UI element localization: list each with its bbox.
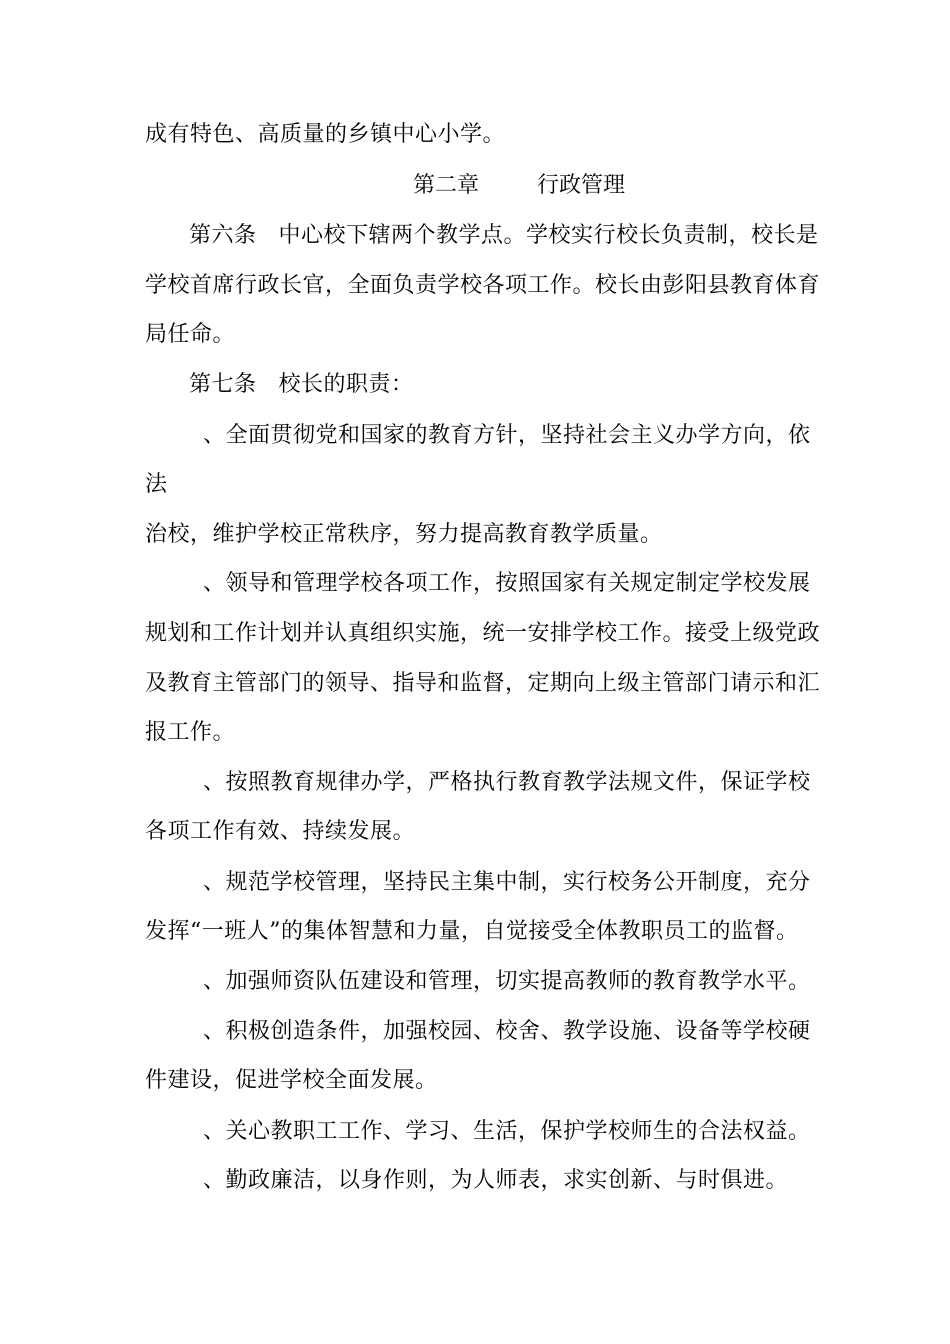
article6-text-1: 中心校下辖两个教学点。学校实行校长负责制，校长是 <box>278 223 819 248</box>
duty2-line2: 规划和工作计划并认真组织实施，统一安排学校工作。接受上级党政 <box>145 621 821 646</box>
duty8-line1: 、勤政廉洁，以身作则，为人师表，求实创新、与时俱进。 <box>203 1168 789 1193</box>
article7-heading-text: 校长的职责： <box>278 372 414 397</box>
duty5-line1: 、加强师资队伍建设和管理，切实提高教师的教育教学水平。 <box>203 969 811 994</box>
chapter-heading <box>413 171 625 201</box>
duty3-line1: 、按照教育规律办学，严格执行教育教学法规文件，保证学校 <box>203 770 811 795</box>
duty4-line2: 发挥“一班人”的集体智慧和力量，自觉接受全体教职员工的监督。 <box>145 919 799 944</box>
chapter-title: 行政管理 <box>537 173 626 198</box>
duty6-line2: 件建设，促进学校全面发展。 <box>145 1068 438 1093</box>
duty6-line1: 、积极创造条件，加强校园、校舍、教学设施、设备等学校硬 <box>203 1019 811 1044</box>
article6-line2: 学校首席行政长官，全面负责学校各项工作。校长由彭阳县教育体育 <box>145 273 821 298</box>
duty7-line1: 、关心教职工工作、学习、生活，保护学校师生的合法权益。 <box>203 1119 811 1144</box>
intro-tail-text: 成有特色、高质量的乡镇中心小学。 <box>145 122 506 147</box>
duty3-line2: 各项工作有效、持续发展。 <box>145 819 416 844</box>
duty1-line3: 治校，维护学校正常秩序，努力提高教育教学质量。 <box>145 522 663 547</box>
article7-heading <box>189 370 414 400</box>
article6-number: 第六条 <box>189 223 257 248</box>
article7-number: 第七条 <box>189 372 257 397</box>
duty2-line1: 、领导和管理学校各项工作，按照国家有关规定制定学校发展 <box>203 571 811 596</box>
article6-line1 <box>189 221 819 251</box>
article6-line3: 局任命。 <box>145 322 236 347</box>
duty2-line4: 报工作。 <box>145 720 236 745</box>
duty4-line1: 、规范学校管理，坚持民主集中制，实行校务公开制度，充分 <box>203 870 811 895</box>
chapter-number: 第二章 <box>413 173 480 198</box>
duty1-line2: 法 <box>145 472 168 497</box>
duty2-line3: 及教育主管部门的领导、指导和监督，定期向上级主管部门请示和汇 <box>145 671 821 696</box>
duty1-line1: 、全面贯彻党和国家的教育方针，坚持社会主义办学方向，依 <box>203 423 811 448</box>
